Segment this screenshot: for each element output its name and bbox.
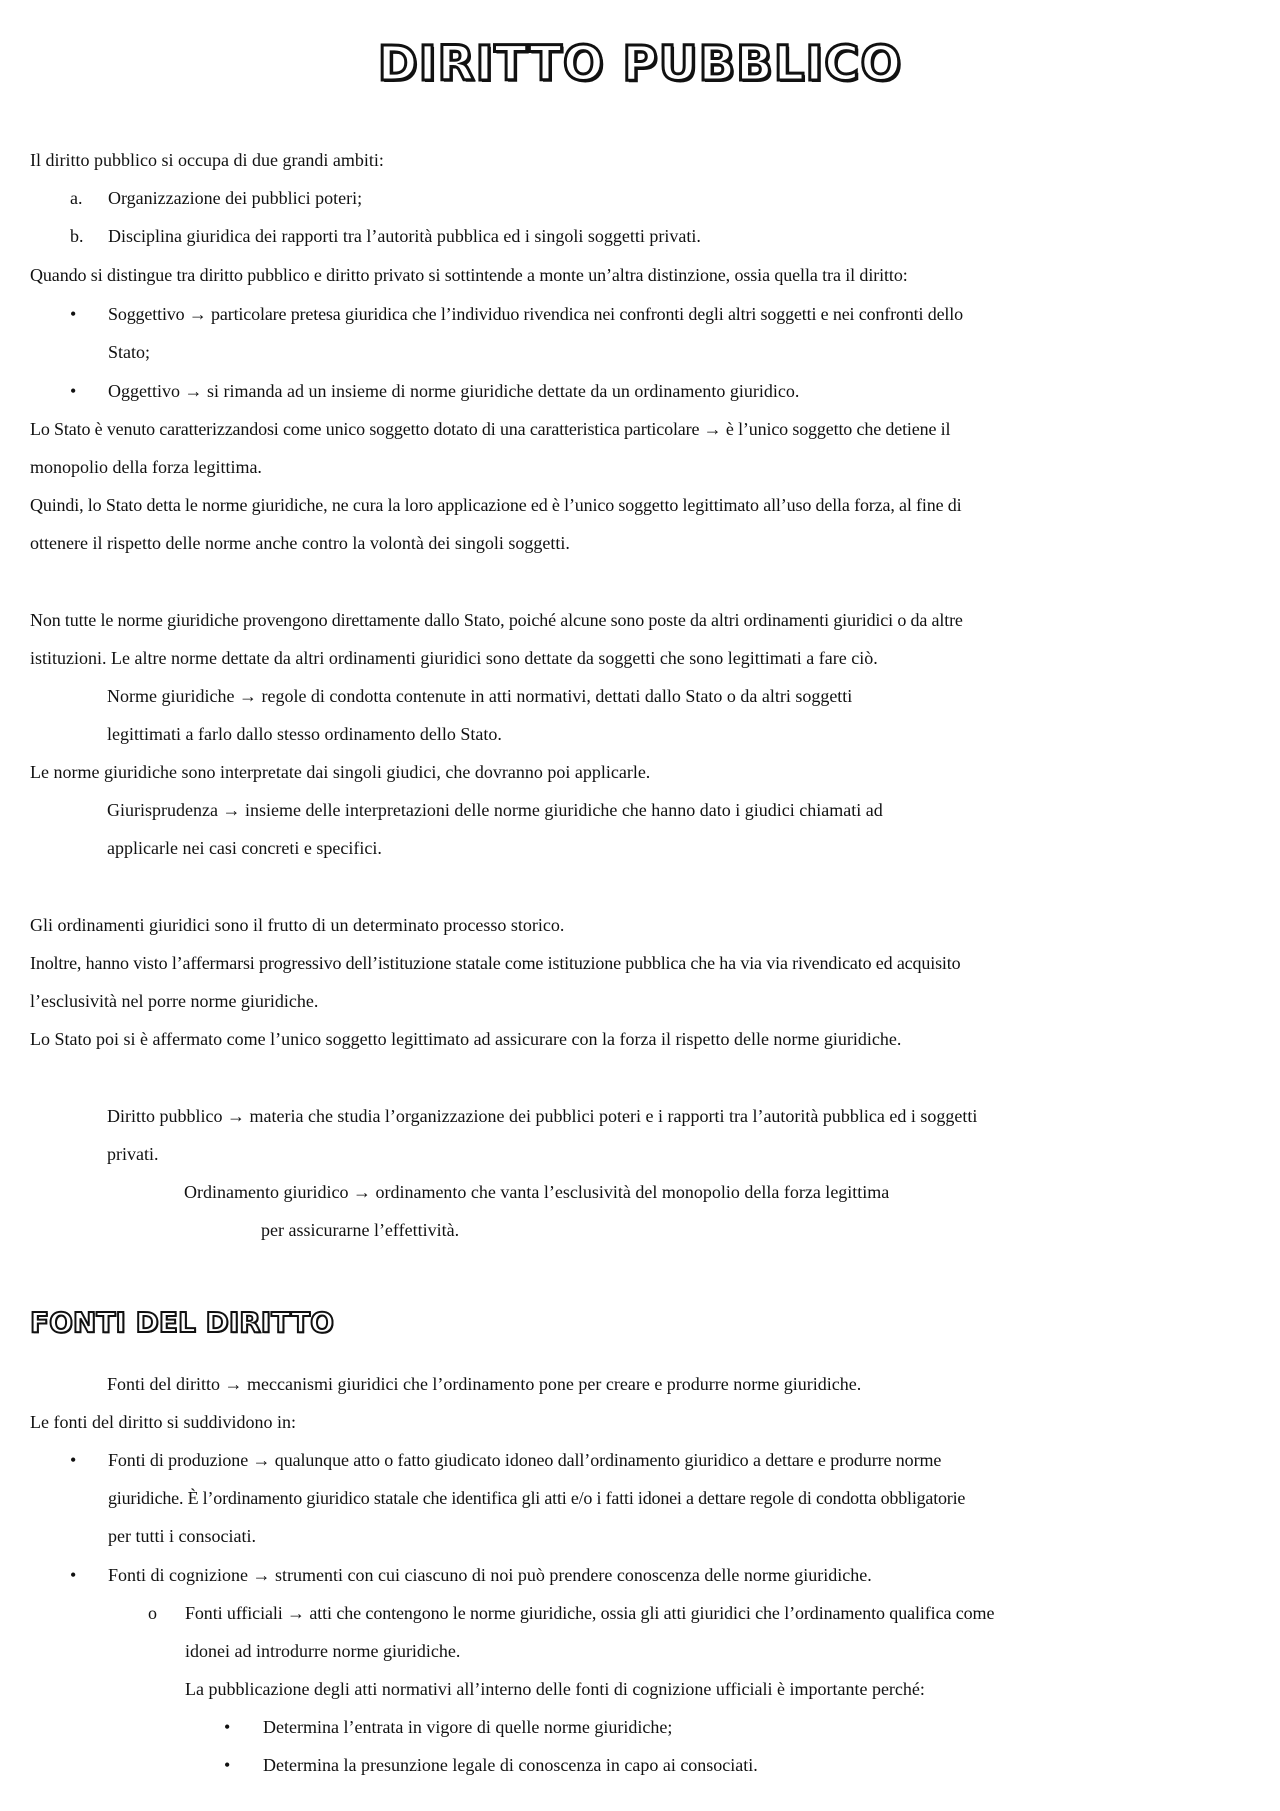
list-marker-a: a.	[70, 188, 83, 208]
sub-bullet-circle: o	[148, 1603, 157, 1623]
bullet-dot: •	[70, 304, 77, 324]
fonti-ufficiali-line1: Fonti ufficiali → atti che contengono le norme giuridiche, ossia gli atti giuridici che l’ordinamento qualifica come	[185, 1603, 995, 1623]
distinzione-line: Quando si distingue tra diritto pubblico e diritto privato si sottintende a monte un’altra distinzione, ossia quella tra il diritto:	[30, 265, 908, 285]
inoltre-line2: l’esclusività nel porre norme giuridiche.	[30, 991, 319, 1011]
bullet-dot: •	[70, 1450, 77, 1470]
bullet-dot: •	[224, 1717, 231, 1737]
bullet-dot: •	[70, 381, 77, 401]
inoltre-line1: Inoltre, hanno visto l’affermarsi progressivo dell’istituzione statale come istituzione pubblica che ha via via rivendicato ed acquisito	[30, 953, 961, 973]
page-title: DIRITTO PUBBLICO	[377, 36, 903, 92]
non-tutte-line2: istituzioni. Le altre norme dettate da altri ordinamenti giuridici sono dettate da soggetti che sono legittimati a fare ciò.	[30, 648, 878, 668]
fonti-ufficiali-line2: idonei ad introdurre norme giuridiche.	[185, 1641, 461, 1661]
fonti-cognizione-line: Fonti di cognizione → strumenti con cui ciascuno di noi può prendere conoscenza delle norme giuridiche.	[108, 1565, 872, 1585]
suddividono-line: Le fonti del diritto si suddividono in:	[30, 1412, 296, 1432]
stato-line2: monopolio della forza legittima.	[30, 457, 262, 477]
stato-line1: Lo Stato è venuto caratterizzandosi come unico soggetto dotato di una caratteristica particolare → è l’unico soggetto che detiene il	[30, 419, 951, 439]
non-tutte-line1: Non tutte le norme giuridiche provengono direttamente dallo Stato, poiché alcune sono poste da altri ordinamenti giuridici o da altre	[30, 610, 963, 630]
diritto-pubblico-def-line1: Diritto pubblico → materia che studia l’organizzazione dei pubblici poteri e i rapporti tra l’autorità pubblica ed i soggetti	[107, 1106, 978, 1126]
section-title-fonti: FONTI DEL DIRITTO	[30, 1306, 334, 1339]
quindi-line2: ottenere il rispetto delle norme anche contro la volontà dei singoli soggetti.	[30, 533, 570, 553]
bullet-oggettivo: Oggettivo → si rimanda ad un insieme di norme giuridiche dettate da un ordinamento giuridico.	[108, 381, 800, 401]
quindi-line1: Quindi, lo Stato detta le norme giuridiche, ne cura la loro applicazione ed è l’unico soggetto legittimato all’uso della forza, al fine di	[30, 495, 962, 515]
bullet-soggettivo-line2: Stato;	[108, 342, 151, 362]
list-item-b: Disciplina giuridica dei rapporti tra l’autorità pubblica ed i singoli soggetti privati.	[108, 226, 701, 246]
fonti-produzione-line2: giuridiche. È l’ordinamento giuridico statale che identifica gli atti e/o i fatti idonei a dettare regole di condotta obbligatorie	[108, 1488, 966, 1508]
list-marker-b: b.	[70, 226, 84, 246]
fonti-produzione-line1: Fonti di produzione → qualunque atto o fatto giudicato idoneo dall’ordinamento giuridico a dettare e produrre norme	[108, 1450, 942, 1470]
diritto-pubblico-def-line2: privati.	[107, 1144, 159, 1164]
list-item-a: Organizzazione dei pubblici poteri;	[108, 188, 363, 208]
bullet-dot: •	[224, 1755, 231, 1775]
bullet-soggettivo-line1: Soggettivo → particolare pretesa giuridica che l’individuo rivendica nei confronti degli altri soggetti e nei confronti dello	[108, 304, 963, 324]
ordinamento-def-line2: per assicurarne l’effettività.	[261, 1220, 460, 1240]
frutto-line: Gli ordinamenti giuridici sono il frutto di un determinato processo storico.	[30, 915, 565, 935]
interpretate-line: Le norme giuridiche sono interpretate dai singoli giudici, che dovranno poi applicarle.	[30, 762, 651, 782]
norme-def-line1: Norme giuridiche → regole di condotta contenute in atti normativi, dettati dallo Stato o da altri soggetti	[107, 686, 853, 706]
ordinamento-def-line1: Ordinamento giuridico → ordinamento che vanta l’esclusività del monopolio della forza legittima	[184, 1182, 890, 1202]
giurisprudenza-line1: Giurisprudenza → insieme delle interpretazioni delle norme giuridiche che hanno dato i giudici chiamati ad	[107, 800, 883, 820]
determina-entrata-line: Determina l’entrata in vigore di quelle norme giuridiche;	[263, 1717, 673, 1737]
norme-def-line2: legittimati a farlo dallo stesso ordinamento dello Stato.	[107, 724, 502, 744]
giurisprudenza-line2: applicarle nei casi concreti e specifici.	[107, 838, 382, 858]
bullet-dot: •	[70, 1565, 77, 1585]
fonti-produzione-line3: per tutti i consociati.	[108, 1526, 256, 1546]
pubblicazione-line: La pubblicazione degli atti normativi all’interno delle fonti di cognizione ufficiali è importante perché:	[185, 1679, 925, 1699]
intro-line: Il diritto pubblico si occupa di due grandi ambiti:	[30, 150, 384, 170]
determina-presunzione-line: Determina la presunzione legale di conoscenza in capo ai consociati.	[263, 1755, 758, 1775]
poi-line: Lo Stato poi si è affermato come l’unico soggetto legittimato ad assicurare con la forza il rispetto delle norme giuridiche.	[30, 1029, 902, 1049]
fonti-def-line: Fonti del diritto → meccanismi giuridici che l’ordinamento pone per creare e produrre norme giuridiche.	[107, 1374, 862, 1394]
